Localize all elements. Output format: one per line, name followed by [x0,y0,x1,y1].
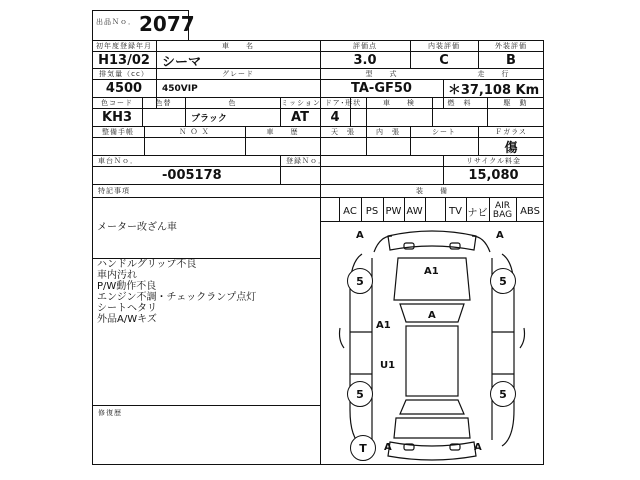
equipment-ps: PS [365,205,379,217]
mark-rear-right: A [474,442,482,453]
mark-rear-left: A [384,442,392,453]
doors-label: ドア･形状 [324,99,362,107]
year-label: 初年度登録年月 [96,42,152,50]
transmission-label: ミッション [281,99,321,107]
model-label: 型 式 [365,70,398,78]
transmission-value: AT [291,110,309,125]
mark-fr-wheel: 5 [490,268,516,294]
mark-hood: A1 [424,266,439,277]
equipment-aw: AW [406,205,423,217]
mark-trunk-t: T [350,435,376,461]
chassis-value: -005178 [162,168,222,183]
equipment-ac: AC [343,205,357,217]
note-odometer: メーター改ざん車 [97,222,177,233]
mark-left-rear-door: U1 [380,360,396,371]
mark-front-right: A [496,230,504,241]
recycle-label: リサイクル料金 [465,157,522,165]
drive-label: 駆 動 [503,99,528,107]
note-interior-dirty: 車内汚れ [97,270,137,281]
color-type-label: 色替 [155,99,172,107]
mark-rl-wheel: 5 [347,381,373,407]
year-value: H13/02 [98,52,150,68]
exterior-value: B [506,52,516,68]
displacement-value: 4500 [105,81,143,96]
equipment-airbag: AIR BAG [492,201,513,220]
equipment-navi: ナビ [467,207,488,219]
recycle-value: 15,080 [468,168,519,183]
interior-label: 内装評価 [428,42,460,50]
color-label: 色 [228,99,237,107]
grade-label: グレード [222,70,254,78]
name-label: 車 名 [222,42,254,50]
note-pw: P/W動作不良 [97,281,157,292]
mark-windshield: A [428,310,436,321]
fglass-value: 傷 [504,141,518,156]
mileage-value: ＊37,108 Km [447,83,540,98]
mileage-label: 走 行 [477,70,510,78]
doors-value: 4 [330,110,340,125]
inspection-label: 車 検 [383,99,415,107]
equipment-label: 装 備 [416,187,448,195]
color-code-value: KH3 [102,110,132,125]
mark-rr-wheel: 5 [490,381,516,407]
color-value: ブラック [191,114,227,124]
chassis-label: 車台Ｎｏ． [98,157,138,165]
history-label: 車 歴 [266,128,299,136]
note-handle: ハンドルグリップ不良 [97,259,197,270]
equipment-pw: PW [385,205,402,217]
exterior-label: 外装評価 [495,42,527,50]
seat-label: シート [432,128,456,136]
equipment-abs: ABS [520,205,540,217]
note-engine: エンジン不調・チェックランプ点灯 [97,292,257,303]
grade-value: 450VIP [162,83,198,94]
name-value: シーマ [162,54,202,70]
model-value: TA-GF50 [351,81,412,96]
note-aw: 外品A/Wキズ [97,314,157,325]
score-value: 3.0 [353,52,377,68]
mark-fl-wheel: 5 [347,268,373,294]
lot-number: 2077 [139,12,195,36]
mark-left-door: A1 [376,320,391,331]
equipment-tv: TV [449,205,462,217]
mark-front-left: A [356,230,364,241]
repair-label: 修復歴 [98,409,122,417]
color-code-label: 色コード [101,99,133,107]
note-seat: シートヘタリ [97,303,157,314]
sunroof-label: 天 張 [331,128,355,136]
inner-label: 内 張 [376,128,400,136]
reg-no-label: 登録Ｎｏ． [286,157,326,165]
fglass-label: Ｆガラス [495,128,527,136]
manual-label: 整備手帳 [102,128,134,136]
interior-value: C [439,52,449,68]
notes-label: 特記事項 [98,187,130,195]
score-label: 評価点 [353,42,377,50]
nox-label: Ｎ Ｏ Ｘ [179,128,210,136]
displacement-label: 排気量（cc） [99,70,149,78]
fuel-label: 燃 料 [447,99,472,107]
lot-label: 出品Ｎｏ． [96,18,136,26]
